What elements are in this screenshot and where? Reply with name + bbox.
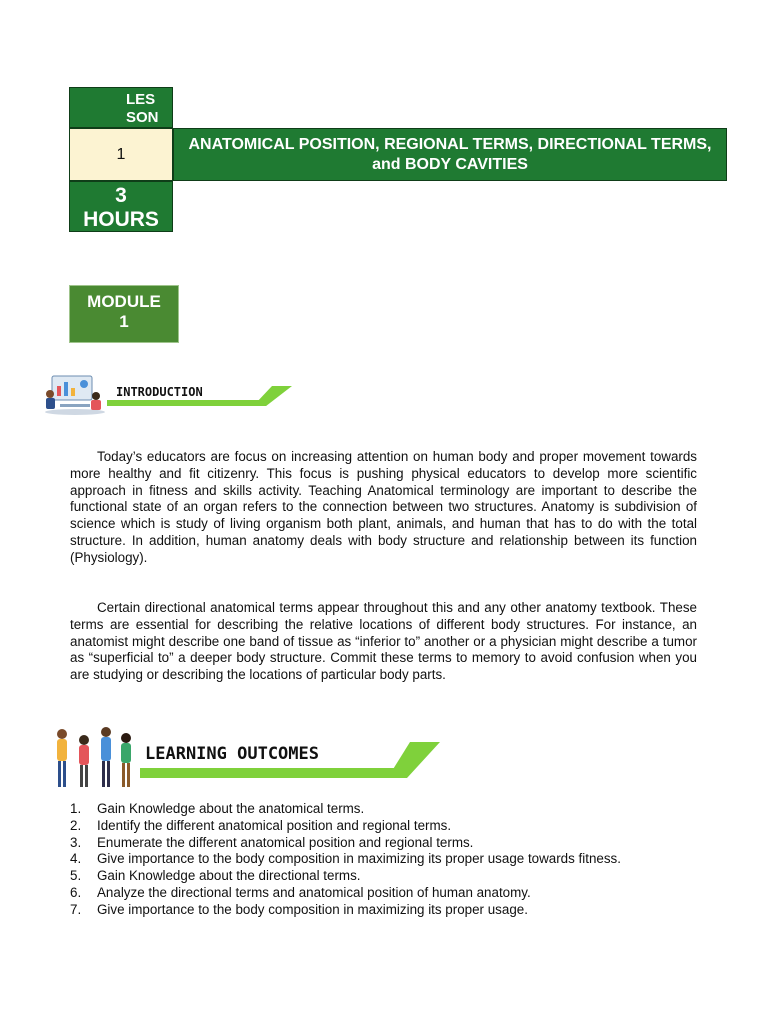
lesson-title-cell (173, 128, 727, 181)
learning-outcomes-list (70, 801, 690, 919)
lesson-title: ANATOMICAL POSITION, REGIONAL TERMS, DIRECTIONAL TERMS, and BODY CAVITIES (188, 135, 712, 173)
introduction-heading: INTRODUCTION (116, 385, 203, 399)
list-item-text: Identify the different anatomical position and regional terms. (97, 817, 452, 833)
introduction-paragraph-2-text: Certain directional anatomical terms appear throughout this and any other anatomy textbook. These terms are essential for describing the relative locations of different body structures. For instance, an anatomist might describe one band of tissue as “inferior to” another or a physician might describe a tumor as “superficial to” a deeper body structure. Commit these terms to memory to avoid confusion when you are studying or describing the locations of particular body parts. (70, 600, 697, 683)
list-item: 3. Enumerate the different anatomical position and regional terms. (70, 834, 474, 850)
list-item: 5. Gain Knowledge about the directional terms. (70, 868, 361, 884)
list-item: 7. Give importance to the body composition in maximizing its proper usage. (70, 901, 528, 917)
list-item: 6. Analyze the directional terms and anatomical position of human anatomy. (70, 884, 531, 900)
list-item-text: Analyze the directional terms and anatomical position of human anatomy. (97, 884, 531, 900)
module-number: 1 (119, 312, 129, 331)
list-item-text: Gain Knowledge about the directional terms. (97, 868, 361, 884)
module-label: MODULE (87, 292, 161, 311)
introduction-banner (40, 372, 296, 418)
introduction-paragraph-2 (70, 600, 697, 684)
lesson-label-cell (69, 87, 173, 128)
list-item-text: Give importance to the body composition in maximizing its proper usage towards fitness. (97, 851, 621, 867)
lesson-label: LES SON (126, 91, 159, 126)
list-item: 2. Identify the different anatomical position and regional terms. (70, 817, 452, 833)
module-box (69, 285, 179, 343)
lesson-number: 1 (116, 145, 126, 163)
introduction-paragraph-1 (70, 449, 697, 567)
learning-outcomes-heading: LEARNING OUTCOMES (145, 744, 319, 764)
students-group-illustration-icon (48, 722, 143, 792)
list-item: 4. Give importance to the body composition in maximizing its proper usage towards fitness. (70, 851, 621, 867)
lesson-duration-cell (69, 181, 173, 232)
learning-outcomes-banner (48, 722, 444, 792)
introduction-paragraph-1-text: Today’s educators are focus on increasing attention on human body and proper movement towards more healthy and fit citizenry. This focus is pushing physical educators to develop more scientific approach in fitness and skills activity. Teaching Anatomical terminology are important to describe the functional state of an organ refers to the connection between two structures. Anatomy is subdivision of science which is study of living organism both plant, animals, and human that has to do with the total structure. In addition, human anatomy deals with body structure and relationship between its function (Physiology). (70, 449, 697, 565)
list-item: 1. Gain Knowledge about the anatomical terms. (70, 801, 365, 816)
list-item-text: Give importance to the body composition in maximizing its proper usage. (97, 901, 528, 917)
meeting-people-illustration-icon (40, 372, 110, 418)
lesson-number-cell (69, 128, 173, 181)
duration-number: 3 (115, 184, 127, 207)
list-item-text: Enumerate the different anatomical position and regional terms. (97, 834, 474, 850)
duration-unit: HOURS (83, 208, 159, 231)
list-item-text: Gain Knowledge about the anatomical terms. (97, 801, 365, 816)
